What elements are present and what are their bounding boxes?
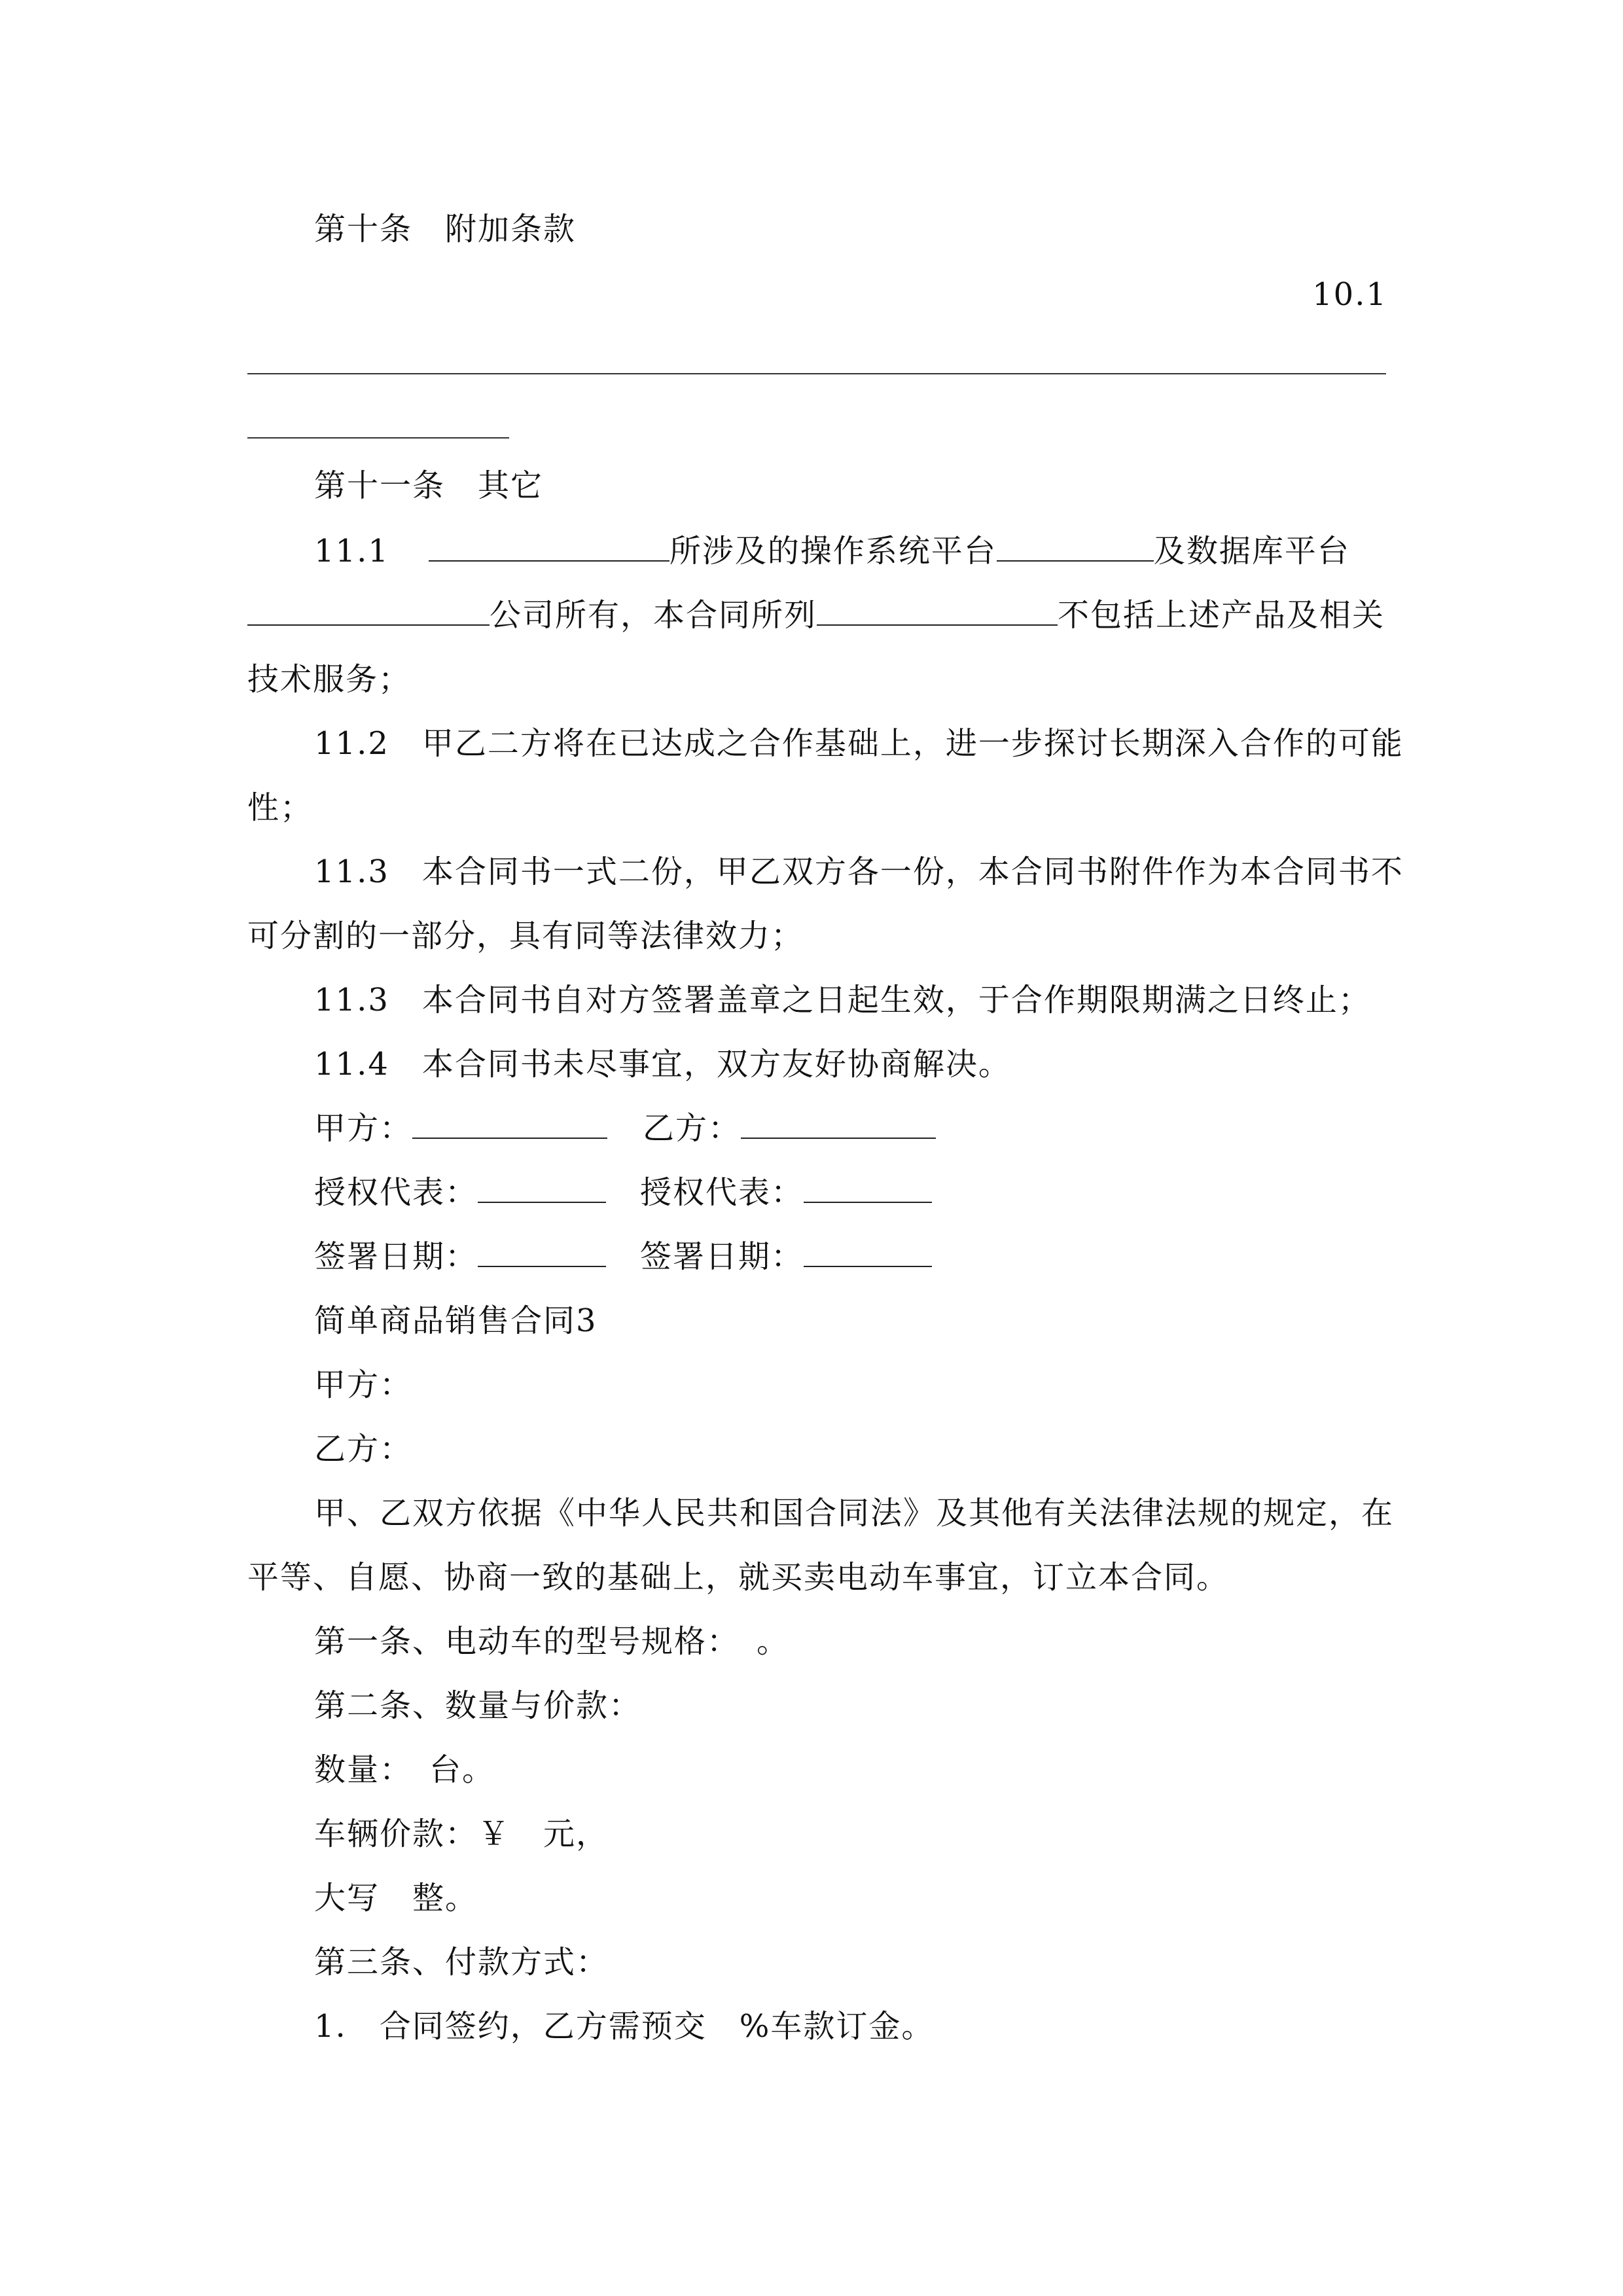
quantity-line: 数量： 台。 [314, 1751, 495, 1788]
article-2: 第二条、数量与价款： [314, 1687, 642, 1724]
blank-field [429, 531, 669, 562]
clause-text: 所涉及的操作系统平台 [669, 533, 997, 569]
date-b-label: 签署日期： [640, 1238, 804, 1275]
clause-11-3-line-2: 可分割的一部分，具有同等法律效力； [247, 918, 804, 954]
clause-11-1-line-1 [314, 531, 1350, 571]
rep-a-label: 授权代表： [314, 1174, 478, 1211]
blank-field [997, 531, 1154, 562]
payment-item-1: 1. 合同签约，乙方需预交 %车款订金。 [314, 2008, 935, 2045]
rep-b-label: 授权代表： [640, 1174, 804, 1211]
intro-line-1: 甲、乙双方依据《中华人民共和国合同法》及其他有关法律法规的规定，在 [314, 1495, 1395, 1532]
clause-11-2-line-1: 11.2 甲乙二方将在已达成之合作基础上，进一步探讨长期深入合作的可能 [314, 725, 1404, 762]
clause-11-2-line-2: 性； [247, 789, 313, 826]
blank-field [817, 596, 1058, 626]
clause-11-3-line-1: 11.3 本合同书一式二份，甲乙双方各一份，本合同书附件作为本合同书不 [314, 853, 1404, 890]
fill-in-line-short [247, 437, 509, 439]
rep-a-blank [478, 1173, 606, 1203]
signature-date-row [314, 1237, 932, 1276]
fill-in-line [247, 373, 1386, 374]
party-a-blank [412, 1109, 607, 1139]
clause-11-4: 11.4 本合同书未尽事宜，双方友好协商解决。 [314, 1046, 1011, 1083]
party-b-label: 乙方： [643, 1110, 741, 1147]
party-b-blank [741, 1109, 936, 1139]
article-1: 第一条、电动车的型号规格： 。 [314, 1623, 790, 1660]
party-a-label: 甲方： [314, 1110, 413, 1147]
clause-11-1-line-2 [247, 596, 1385, 635]
contract-3-title: 简单商品销售合同3 [314, 1302, 597, 1339]
date-b-blank [804, 1237, 932, 1267]
signature-party-row [314, 1109, 936, 1148]
date-a-blank [478, 1237, 606, 1267]
clause-10-1-number: 10.1 [1312, 276, 1387, 313]
article-3: 第三条、付款方式： [314, 1944, 609, 1981]
signature-rep-row [314, 1173, 932, 1212]
blank-field [247, 596, 490, 626]
intro-line-2: 平等、自愿、协商一致的基础上，就买卖电动车事宜，订立本合同。 [247, 1559, 1230, 1596]
uppercase-amount-line: 大写 整。 [314, 1880, 478, 1916]
contract-3-party-a: 甲方： [314, 1367, 413, 1403]
contract-3-party-b: 乙方： [314, 1431, 413, 1467]
clause-11-1-line-3: 技术服务； [247, 661, 412, 698]
article-11-heading: 第十一条 其它 [314, 467, 544, 504]
clause-text: 公司所有，本合同所列 [490, 597, 817, 634]
rep-b-blank [804, 1173, 932, 1203]
clause-text: 及数据库平台 [1153, 533, 1350, 569]
clause-11-1-number: 11.1 [314, 533, 389, 569]
clause-text: 不包括上述产品及相关 [1058, 597, 1385, 634]
clause-11-3b: 11.3 本合同书自对方签署盖章之日起生效，于合作期限期满之日终止； [314, 982, 1371, 1018]
article-10-heading: 第十条 附加条款 [314, 211, 577, 247]
price-line: 车辆价款：￥ 元， [314, 1816, 609, 1852]
date-a-label: 签署日期： [314, 1238, 478, 1275]
